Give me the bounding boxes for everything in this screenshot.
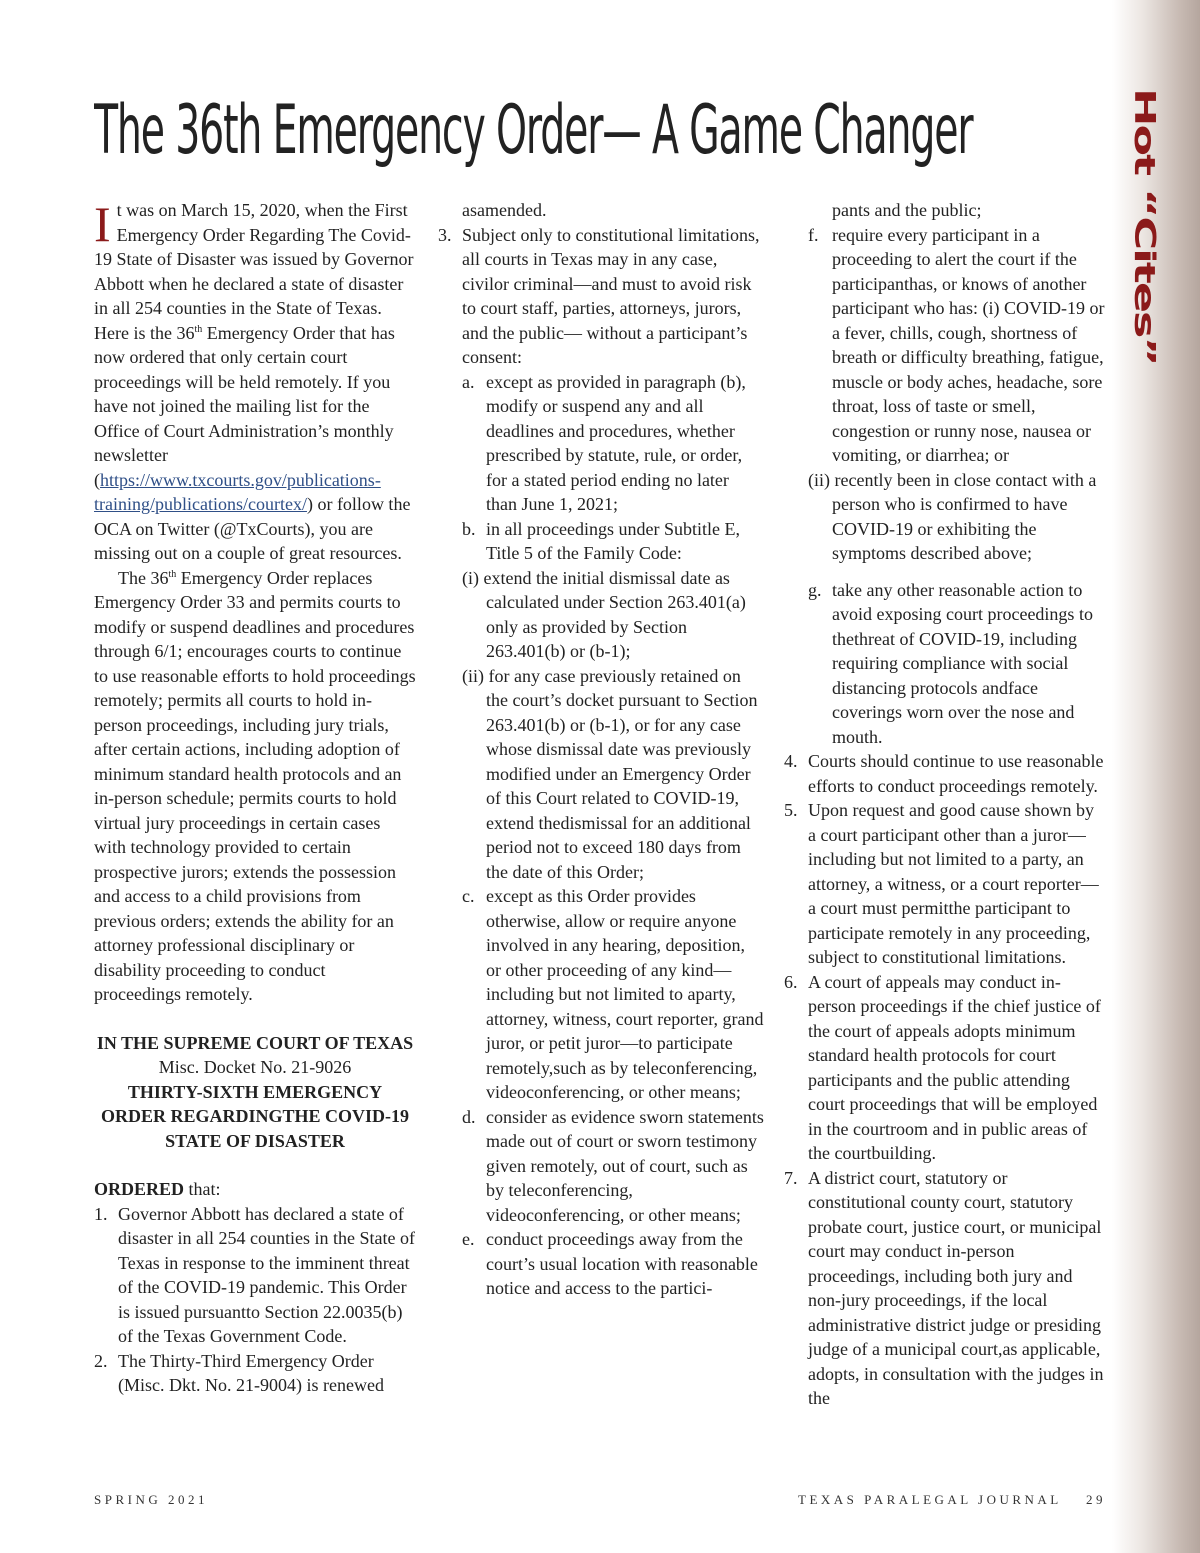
- sub-item: [438, 1105, 764, 1228]
- ordered-line: [94, 1177, 416, 1202]
- page-number: 29: [1086, 1492, 1106, 1507]
- intro-text-b: Emergency Order that has now ordered that only certain court proceedings will be held remotely. If you have not joined the mailing list for the Office of Court Administration’s monthly newsletter (: [94, 322, 395, 490]
- sub-item-text: conduct proceedings away from the court’s usual location with reasonable notice and access to the partici-: [486, 1229, 758, 1298]
- sub-item: [438, 884, 764, 1105]
- sub-item-text: in all proceedings under Subtitle E, Title 5 of the Family Code:: [486, 518, 740, 563]
- sub-item: [438, 1227, 764, 1301]
- sub-item-letter: c.: [462, 886, 475, 906]
- footer-journal: [798, 1492, 1106, 1508]
- item-text: A district court, statutory or constitutional county court, statutory probate court, justice court, or municipal court may conduct in-person proceedings, including both jury and non-jury proceedings, if the local administrative district judge or presiding judge of a municipal court,as applicable, adopts, in consultation with the judges in the: [808, 1167, 1104, 1408]
- list-item: [784, 1166, 1106, 1411]
- continuation-text: asamended.: [462, 200, 547, 220]
- item-number: 7.: [784, 1167, 798, 1188]
- order-title: THIRTY-SIXTH EMERGENCY ORDER REGARDINGTHE COVID-19 STATE OF DISASTER: [100, 1081, 410, 1151]
- ordered-rest: that:: [184, 1179, 221, 1199]
- item-number: 1.: [94, 1203, 108, 1224]
- sub-item-letter: f.: [808, 224, 819, 245]
- summary-text-a: The 36: [118, 567, 169, 588]
- sub-item-text: consider as evidence sworn statements made out of court or sworn testimony given remotely, out of court, such as by teleconferencing, videoconferencing, or other means;: [486, 1106, 764, 1225]
- spacer: [784, 566, 1106, 578]
- side-band: [1112, 0, 1200, 1553]
- sub-item-letter: d.: [462, 1106, 476, 1127]
- summary-paragraph: [94, 566, 416, 1007]
- item-number: 5.: [784, 800, 798, 820]
- intro-text-a: t was on March 15, 2020, when the First Emergency Order Regarding The Covid-19 State of Disaster was issued by Governor Abbott when he declared a state of disaster in all 254 counties in the State of Texas. Here is the 36: [94, 200, 414, 343]
- headline-container: [94, 96, 1094, 176]
- item-number: 3.: [438, 224, 452, 245]
- continuation-text: pants and the public;: [832, 200, 982, 220]
- footer-issue: SPRING 2021: [94, 1492, 208, 1507]
- item-number: 6.: [784, 971, 798, 992]
- sub-item-letter: g.: [808, 579, 822, 600]
- drop-cap: I: [94, 196, 111, 252]
- sub-item: [438, 370, 764, 517]
- item-text: Courts should continue to use reasonable efforts to conduct proceedings remotely.: [808, 751, 1104, 796]
- court-name: IN THE SUPREME COURT OF TEXAS: [96, 1032, 414, 1053]
- list-item: [784, 970, 1106, 1166]
- sub-sub-item: (i) extend the initial dismissal date as calculated under Section 263.401(a) only as provided by Section 263.401(b) or (b-1);: [462, 567, 746, 661]
- sub-item-letter: a.: [462, 371, 475, 392]
- docket-number: Misc. Docket No. 21-9026: [158, 1057, 352, 1077]
- column-1: [94, 198, 416, 1398]
- spacer: [94, 1007, 416, 1031]
- list-item: [784, 798, 1106, 970]
- item-text: Upon request and good cause shown by a court participant other than a juror— including but not limited to a party, an attorney, a witness, or a court reporter—a court must permitthe participant to participate remotely in any proceeding, subject to constitutional limitations.: [808, 800, 1099, 967]
- sub-item-text: require every participant in a proceeding to alert the court if the participanthas, or knows of another participant who has: (i) COVID-19 or a fever, chills, cough, shortness of breath or difficulty breathing, fatigue, muscle or body aches, headache, sore throat, loss of taste or smell, congestion or runny nose, nausea or vomiting, or diarrhea; or: [832, 224, 1105, 465]
- sub-sub-item: (ii) for any case previously retained on the court’s docket pursuant to Section 263.401(b) or (b-1), or for any case whose dismissal date was previously modified under an Emergency Order of this Court related to COVID-19, extend thedismissal for an additional period not to exceed 180 days from the date of this Order;: [462, 665, 758, 882]
- list-item: [438, 223, 764, 370]
- ordered-label: ORDERED: [94, 1179, 185, 1199]
- column-2: [438, 198, 764, 1301]
- sub-item-text: except as this Order provides otherwise, allow or require anyone involved in any hearing, deposition, or other proceeding of any kind—including but not limited to aparty, attorney, witness, court reporter, grand juror, or petit juror—to participate remotely,such as by teleconferencing, videoconferencing, or other means;: [486, 886, 764, 1102]
- list-item: [784, 749, 1106, 798]
- item-text: A court of appeals may conduct in-person proceedings if the chief justice of the court of appeals adopts minimum standard health protocols for court participants and the public attending court proceedings that will be employed in the courtroom and in public areas of the courtbuilding.: [808, 971, 1101, 1163]
- item-text: Governor Abbott has declared a state of disaster in all 254 counties in the State of Texas in response to the imminent threat of the COVID-19 pandemic. This Order is issued pursuantto Section 22.0035(b) of the Texas Government Code.: [118, 1203, 415, 1346]
- newsletter-link[interactable]: https://www.txcourts.gov/publications-training/publications/courtex/: [94, 469, 381, 514]
- sub-item-letter: e.: [462, 1229, 475, 1249]
- sub-item: [784, 223, 1106, 468]
- item-number: 2.: [94, 1350, 108, 1371]
- journal-name: TEXAS PARALEGAL JOURNAL: [798, 1492, 1062, 1507]
- column-3: [784, 198, 1106, 1411]
- intro-paragraph: [94, 198, 416, 566]
- item-text: The Thirty-Third Emergency Order (Misc. Dkt. No. 21-9004) is renewed: [118, 1350, 384, 1395]
- sub-item-text: except as provided in paragraph (b), modify or suspend any and all deadlines and procedures, whether prescribed by statute, rule, or order, for a stated period ending no later than June 1, 2021;: [486, 371, 746, 514]
- sub-item: [784, 578, 1106, 750]
- sub-sub-item: (ii) recently been in close contact with a person who is confirmed to have COVID-19 or exhibiting the symptoms described above;: [808, 469, 1097, 563]
- spacer: [94, 1153, 416, 1177]
- item-text: Subject only to constitutional limitations, all courts in Texas may in any case, civilor criminal—and must to avoid risk to court staff, parties, attorneys, jurors, and the public— without a participant’s consent:: [462, 224, 760, 367]
- sub-item-text: take any other reasonable action to avoid exposing court proceedings to thethreat of COVID-19, including requiring compliance with social distancing protocols andface coverings worn over the nose and mouth.: [832, 579, 1093, 747]
- summary-text-b: Emergency Order replaces Emergency Order 33 and permits courts to modify or suspend deadlines and procedures through 6/1; encourages courts to continue to use reasonable efforts to hold proceedings remotely; permits all courts to hold in-person proceedings, including jury trials, after certain actions, including adoption of minimum standard health protocols and an in-person schedule; permits courts to hold virtual jury proceedings in certain cases with technology provided to certain prospective jurors; extends the possession and access to a child provisions from previous orders; extends the ability for an attorney professional disciplinary or disability proceeding to conduct proceedings remotely.: [94, 567, 416, 1004]
- article-title: The 36th Emergency Order— A Game Changer: [94, 96, 973, 170]
- item-number: 4.: [784, 751, 798, 771]
- sub-item: [438, 517, 764, 566]
- list-item: [94, 1202, 416, 1349]
- section-title: Hot “Cites”: [1128, 88, 1162, 365]
- sub-item-letter: b.: [462, 518, 476, 539]
- intro-text-c: ) or follow the OCA on Twitter (@TxCourts), you are missing out on a couple of great resources.: [94, 494, 411, 563]
- list-item: [94, 1349, 416, 1398]
- superscript-th: th: [194, 323, 203, 335]
- superscript-th-2: th: [168, 568, 177, 580]
